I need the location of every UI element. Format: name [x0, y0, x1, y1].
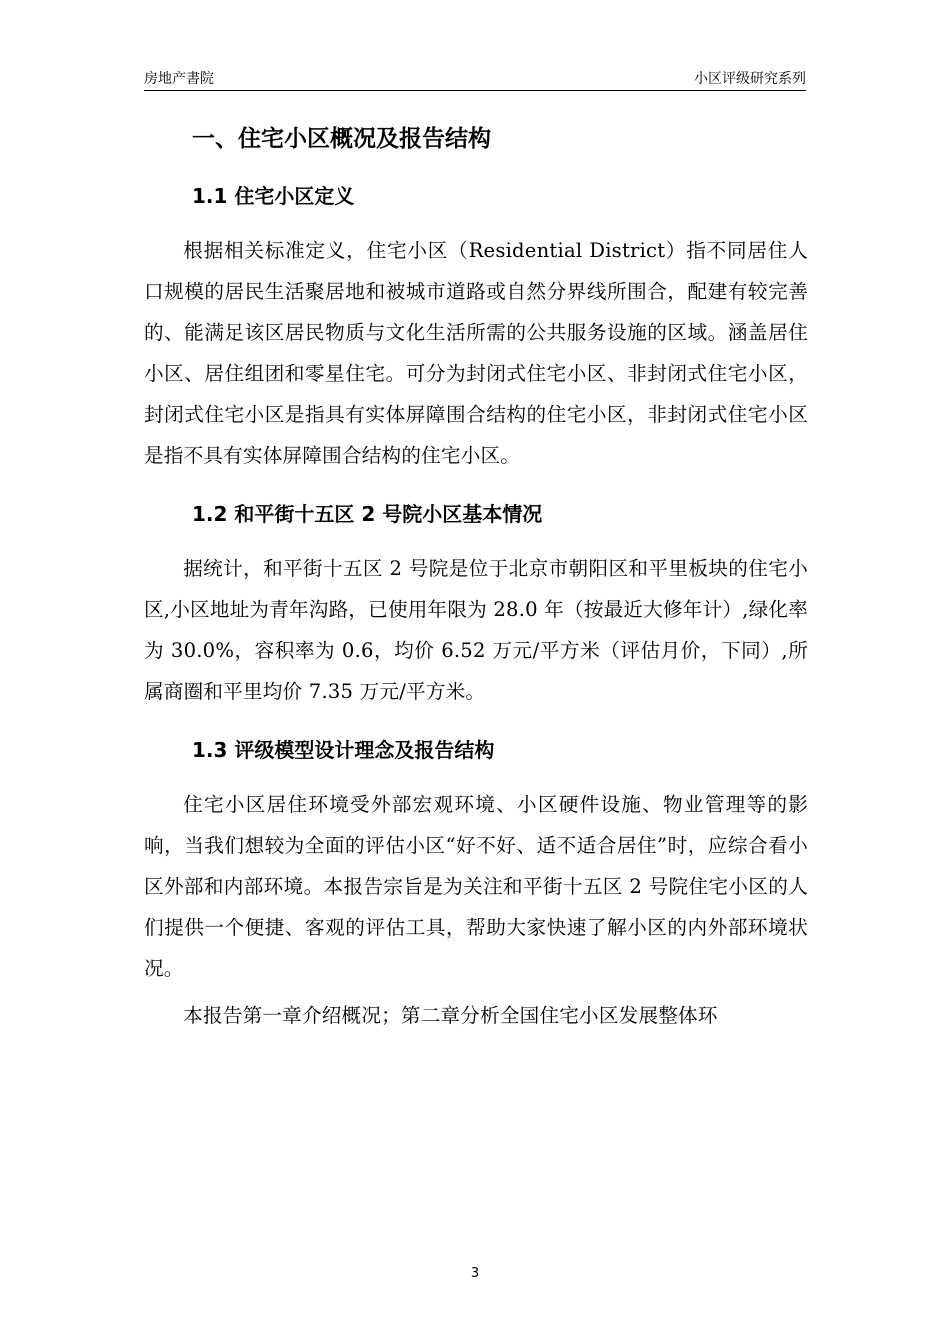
section-1-2-paragraph: 据统计，和平街十五区 2 号院是位于北京市朝阳区和平里板块的住宅小区,小区地址为青年沟路，已使用年限为 28.0 年（按最近大修年计）,绿化率为 30.0%，容积率为 0.6，均价 6.52 万元/平方米（评估月价，下同）,所属商圈和平里均价 7.35 万元/平方米。	[144, 557, 808, 703]
section-title-1-2: 1.2 和平街十五区 2 号院小区基本情况	[192, 502, 543, 526]
section-title-1-3: 1.3 评级模型设计理念及报告结构	[192, 738, 495, 762]
page-number: 3	[470, 1266, 480, 1281]
section-title-1-1: 1.1 住宅小区定义	[192, 184, 355, 208]
header-series-title: 小区评级研究系列	[694, 71, 806, 87]
section-1-1-paragraph: 根据相关标准定义，住宅小区（Residential District）指不同居住人口规模的居民生活聚居地和被城市道路或自然分界线所围合，配建有较完善的、能满足该区居民物质与文化生活所需的公共服务设施的区域。涵盖居住小区、居住组团和零星住宅。可分为封闭式住宅小区、非封闭式住宅小区，封闭式住宅小区是指具有实体屏障围合结构的住宅小区，非封闭式住宅小区是指不具有实体屏障围合结构的住宅小区。	[144, 239, 808, 467]
header-publisher: 房地产書院	[144, 71, 214, 87]
page-content	[144, 118, 808, 1036]
section-1-3-paragraph-1: 住宅小区居住环境受外部宏观环境、小区硬件设施、物业管理等的影响，当我们想较为全面的评估小区“好不好、适不适合居住”时，应综合看小区外部和内部环境。本报告宗旨是为关注和平街十五区 2 号院住宅小区的人们提供一个便捷、客观的评估工具，帮助大家快速了解小区的内外部环境状况。	[144, 793, 808, 980]
page-header	[144, 64, 806, 91]
chapter-title: 一、住宅小区概况及报告结构	[192, 126, 491, 152]
section-1-3-paragraph-2: 本报告第一章介绍概况；第二章分析全国住宅小区发展整体环	[183, 1004, 718, 1027]
